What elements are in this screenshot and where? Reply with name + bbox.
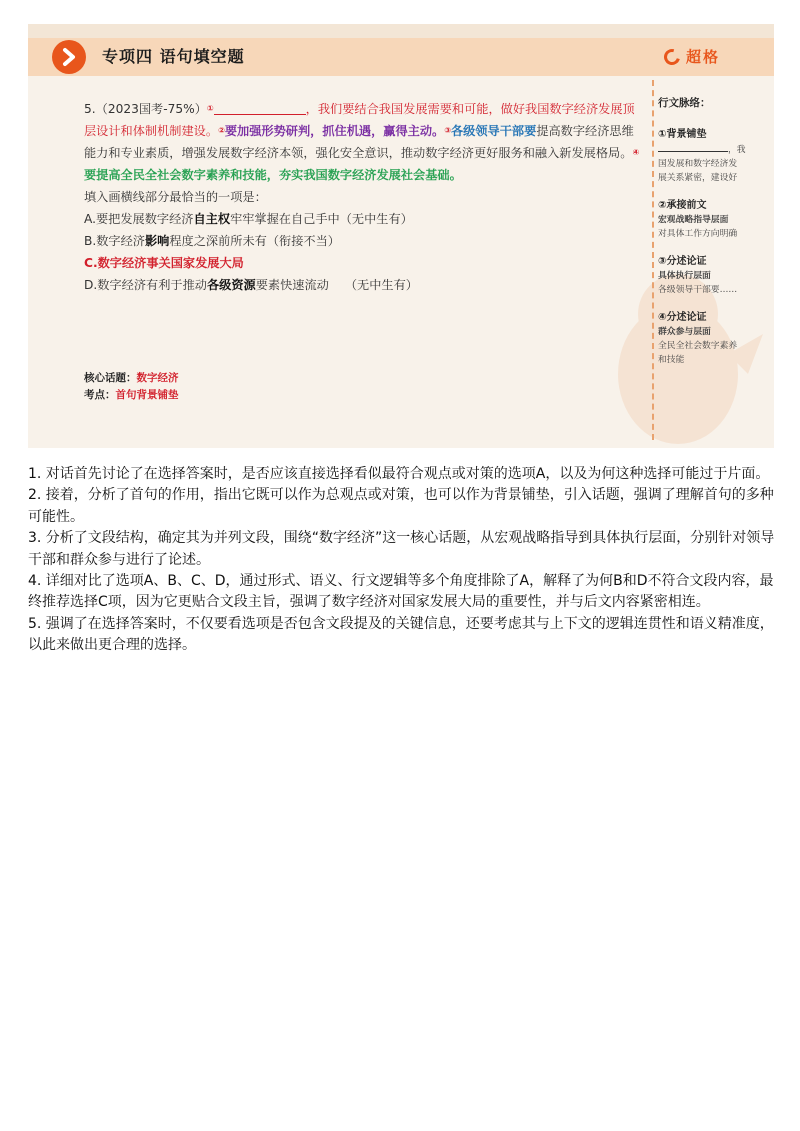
sidebar-section-3 — [658, 255, 768, 297]
marker-1: ① — [206, 104, 214, 113]
sidebar-blank — [658, 142, 728, 152]
sidebar-section-3-line1: 具体执行层面 — [658, 271, 711, 281]
topic-labels — [84, 370, 179, 404]
option-a-post: 牢牢掌握在自己手中（无中生有） — [230, 212, 413, 226]
note-item: 3. 分析了文段结构，确定其为并列文段，围绕“数字经济”这一核心话题，从宏观战略指导到具体执行层面，分别针对领导干部和群众参与进行了论述。 — [28, 530, 775, 568]
sidebar-section-4-line1: 群众参与层面 — [658, 327, 711, 337]
slide-top-strip — [28, 24, 774, 38]
option-b-keyword: 影响 — [145, 234, 170, 248]
sidebar-section-1-head: ①背景铺垫 — [658, 129, 707, 140]
sidebar-title: 行文脉络： — [658, 97, 711, 109]
option-b — [84, 230, 418, 252]
sidebar-section-2-head: ②承接前文 — [658, 200, 707, 211]
sentence-3-rest: 提高数字经济思维能力和专业素质，增强发展数字经济本领，强化安全意识，推动数字经济更好服务和融入新发展格局。 — [84, 124, 634, 160]
option-d-note: （无中生有） — [344, 278, 418, 292]
option-c: C.数字经济事关国家发展大局 — [84, 256, 244, 270]
structure-sidebar — [658, 96, 768, 381]
sidebar-section-4 — [658, 311, 768, 367]
question-number: 5.（2023国考-75%） — [84, 102, 207, 116]
core-topic-value: 数字经济 — [136, 372, 179, 384]
option-d — [84, 274, 418, 296]
options-list — [84, 208, 418, 296]
test-point — [84, 387, 179, 404]
sidebar-section-3-line2: 各级领导干部要…… — [658, 285, 738, 295]
test-point-label: 考点： — [84, 389, 116, 401]
marker-3: ③ — [444, 126, 451, 135]
note-item: 1. 对话首先讨论了在选择答案时，是否应该直接选择看似最符合观点或对策的选项A，以及为何这种选择可能过于片面。 — [28, 466, 770, 482]
logo-icon — [661, 46, 683, 68]
sidebar-section-1-line3: 展关系紧密，建设好 — [658, 173, 738, 183]
note-item: 5. 强调了在选择答案时，不仅要看选项是否包含文段提及的关键信息，还要考虑其与上下文的逻辑连贯性和语义精准度，以此来做出更合理的选择。 — [28, 615, 774, 654]
sentence-3-subject: 各级领导干部要 — [451, 124, 537, 138]
note-item: 4. 详细对比了选项A、B、C、D，通过形式、语义、行文逻辑等多个角度排除了A，解释了为何B和D不符合文段内容，最终推荐选择C项，因为它更贴合文段主旨，强调了数字经济对国家发展大局的重要性，并与后文内容紧密相连。 — [28, 573, 774, 611]
slide-image — [28, 24, 774, 448]
sidebar-section-1 — [658, 128, 768, 185]
option-a — [84, 208, 418, 230]
marker-4: ④ — [632, 148, 640, 157]
sidebar-section-3-head: ③分述论证 — [658, 256, 707, 267]
marker-2: ② — [218, 126, 225, 135]
core-topic — [84, 370, 179, 387]
sidebar-section-1-line1 — [658, 142, 768, 157]
core-topic-label: 核心话题： — [84, 372, 137, 384]
sidebar-section-4-line3: 和技能 — [658, 355, 685, 365]
sidebar-section-1-suffix: ，我 — [728, 145, 746, 155]
option-d-pre: D.数字经济有利于推动 — [84, 278, 207, 292]
option-b-post: 程度之深前所未有（衔接不当） — [169, 234, 340, 248]
logo-text: 超格 — [686, 48, 721, 66]
answer-blank — [214, 101, 306, 115]
option-a-keyword: 自主权 — [193, 212, 231, 226]
sentence-2: 要加强形势研判，抓住机遇，赢得主动。 — [224, 124, 445, 138]
note-item: 2. 接着，分析了首句的作用，指出它既可以作为总观点或对策，也可以作为背景铺垫，引入话题，强调了理解首句的多种可能性。 — [28, 487, 774, 525]
sidebar-section-2-line1: 宏观战略指导层面 — [658, 215, 729, 225]
question-text — [84, 98, 644, 208]
sentence-1: ，我们要结合我国发展需要和可能，做好我国数字经济发展顶层设计和体制机制建设。 — [84, 102, 635, 138]
sidebar-section-4-head: ④分述论证 — [658, 312, 707, 323]
sidebar-section-1-line2: 国发展和数字经济发 — [658, 159, 738, 169]
chevron-right-icon — [52, 40, 86, 74]
sidebar-section-4-line2: 全民全社会数字素养 — [658, 341, 738, 351]
question-prompt: 填入画横线部分最恰当的一项是： — [84, 190, 267, 204]
summary-notes — [28, 464, 776, 657]
sidebar-section-2 — [658, 199, 768, 241]
logo — [664, 46, 720, 67]
sidebar-section-2-line2: 对具体工作方向明确 — [658, 229, 738, 239]
sentence-4: 要提高全民全社会数字素养和技能，夯实我国数字经济发展社会基础。 — [84, 168, 462, 182]
option-d-keyword: 各级资源 — [206, 278, 256, 292]
option-a-pre: A.要把发展数字经济 — [84, 212, 194, 226]
header-title: 专项四 语句填空题 — [102, 47, 245, 66]
test-point-value: 首句背景铺垫 — [115, 389, 179, 401]
option-d-post: 要素快速流动 — [255, 278, 329, 292]
option-b-pre: B.数字经济 — [84, 234, 145, 248]
